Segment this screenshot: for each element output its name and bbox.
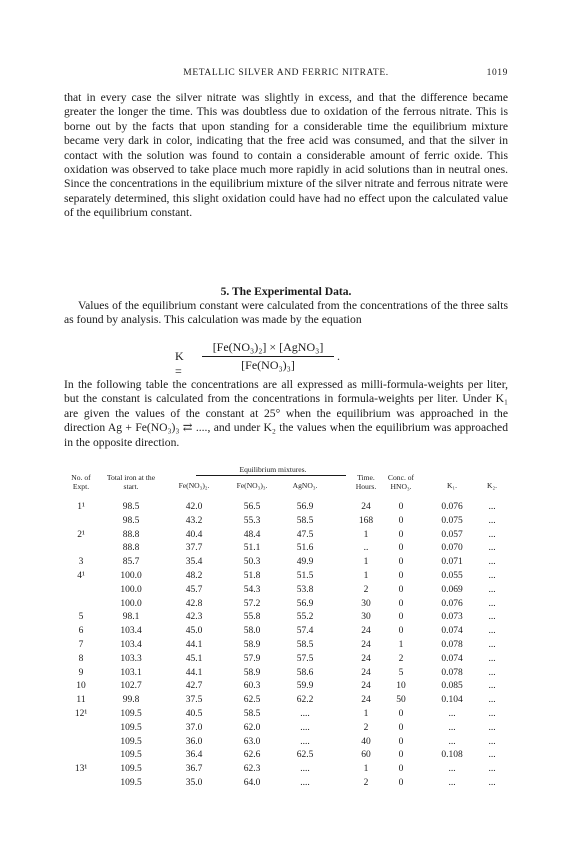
cell-time: 2 [363,778,369,788]
cell-k1: ... [448,722,456,733]
cell-iron: 109.5 [120,736,142,747]
cell-iron: 100.0 [120,584,142,595]
table-row [64,695,508,708]
cell-k2: ... [488,598,496,609]
cell-fe2: 42.7 [185,681,203,692]
cell-time: 2 [363,584,369,595]
cell-ag: 58.6 [296,667,314,678]
cell-fe3: 58.5 [243,709,261,719]
cell-time: 1 [363,709,369,719]
cell-iron: 98.1 [122,612,140,623]
cell-fe3: 58.0 [243,626,261,637]
cell-ag: .... [300,778,310,788]
cell-time: 40 [361,736,371,747]
table-row [64,778,508,791]
cell-time: 1 [363,529,369,540]
cell-fe3: 51.1 [243,543,261,554]
cell-k2: ... [488,722,496,733]
cell-iron: 109.5 [120,778,142,788]
cell-k1: 0.075 [441,515,463,526]
cell-hno3: 0 [398,612,404,623]
cell-iron: 102.7 [120,681,142,692]
cell-hno3: 0 [398,764,404,775]
table-row [64,681,508,694]
cell-ag: 53.8 [296,584,314,595]
cell-fe2: 36.4 [185,750,203,761]
cell-hno3: 0 [398,598,404,609]
paragraph-calculation: Values of the equilibrium constant were calculated from the concentrations of the three salts as found by analysis. This calculation was made by the equation [64,299,508,327]
cell-k1: 0.108 [441,750,463,761]
cell-fe3: 64.0 [243,778,261,788]
cell-k2: ... [488,695,496,706]
cell-fe3: 62.6 [243,750,261,761]
col-header-k2: K₂. [486,481,498,490]
cell-hno3: 0 [398,543,404,554]
cell-iron: 85.7 [122,557,140,568]
cell-fe3: 62.5 [243,695,261,706]
cell-fe3: 56.5 [243,502,261,512]
cell-iron: 100.0 [120,571,142,581]
cell-fe2: 45.7 [185,584,203,595]
cell-hno3: 0 [398,778,404,788]
cell-time: .. [363,543,369,554]
cell-fe2: 43.2 [185,515,203,526]
table-row [64,571,508,584]
cell-hno3: 10 [396,681,406,692]
cell-time: 24 [361,667,371,678]
col-header-hno3: Conc. of HNO₃. [387,473,415,491]
cell-fe3: 60.3 [243,681,261,692]
cell-time: 2 [363,722,369,733]
cell-fe2: 44.1 [185,640,203,650]
cell-no: 1¹ [77,502,85,512]
cell-hno3: 0 [398,584,404,595]
cell-fe2: 45.1 [185,653,203,664]
group-header: Equilibrium mixtures. [239,465,307,474]
cell-ag: 51.5 [296,571,314,581]
cell-k1: 0.057 [441,529,463,540]
table-row [64,640,508,653]
table-row [64,502,508,515]
col-header-total-iron: Total iron at the start. [106,473,156,491]
running-title: METALLIC SILVER AND FERRIC NITRATE. [183,68,389,78]
cell-fe2: 42.0 [185,502,203,512]
cell-k1: 0.070 [441,543,463,554]
table-row [64,585,508,598]
cell-k1: 0.073 [441,612,463,623]
paragraph-oxidation: that in every case the silver nitrate was slightly in excess, and that the difference became greater the longer the time. This was doubtless due to oxidation of the ferrous nitrate. This is borne out by the facts that upon standing for a considerable time the equilibrium mixture became very dark in color, indicating that the free acid was consumed, and that the silver in contact with the solution was found to contain a considerable amount of ferric oxide. This oxidation was observed to take place much more rapidly in acid solutions than in neutral ones. Since the concentrations in the equilibrium mixture of the silver nitrate and ferrous nitrate were separately determined, this slight oxidation could have had no effect upon the calculated value of the equilibrium constant. [64,91,508,220]
cell-k1: 0.055 [441,571,463,581]
cell-iron: 103.4 [120,640,142,650]
page-number: 1019 [486,68,508,78]
cell-no: 9 [78,667,84,678]
cell-no: 2¹ [77,529,85,540]
cell-fe3: 57.2 [243,598,261,609]
cell-k1: ... [448,778,456,788]
table-row [64,599,508,612]
cell-k2: ... [488,515,496,526]
table-row [64,668,508,681]
section-title: 5. The Experimental Data. [220,285,352,298]
cell-k1: ... [448,736,456,747]
cell-ag: 57.5 [296,653,314,664]
cell-ag: 51.6 [296,543,314,554]
cell-fe3: 63.0 [243,736,261,747]
cell-ag: 56.9 [296,502,314,512]
equation-end: . [337,349,340,363]
table-row [64,750,508,763]
cell-fe2: 37.5 [185,695,203,706]
cell-iron: 98.5 [122,502,140,512]
table-row [64,764,508,777]
cell-hno3: 0 [398,626,404,637]
cell-hno3: 1 [398,640,404,650]
cell-no: 4¹ [77,571,85,581]
cell-fe2: 42.8 [185,598,203,609]
col-header-time: Time. Hours. [355,473,377,491]
cell-ag: .... [300,736,310,747]
cell-k2: ... [488,640,496,650]
cell-time: 24 [361,681,371,692]
cell-ag: 62.5 [296,750,314,761]
cell-fe2: 36.7 [185,764,203,775]
cell-fe2: 35.4 [185,557,203,568]
cell-fe3: 48.4 [243,529,261,540]
cell-fe3: 58.9 [243,640,261,650]
cell-iron: 100.0 [120,598,142,609]
cell-hno3: 0 [398,709,404,719]
paragraph-table-intro: In the following table the concentrations are all expressed as milli-formula-weights per liter, but the constant is calculated from the concentrations in formula-weights per liter. Under K₁ are given the values of the constant at 25° when the equilibrium was approached in the direction Ag + Fe(NO₃)₃ ⇄ ...., and under K₂ the values when the equilibrium was approached in the opposite direction. [64,378,508,449]
cell-k1: 0.078 [441,640,463,650]
cell-k2: ... [488,681,496,692]
cell-no: 8 [78,653,84,664]
col-header-fe3: Fe(NO₃)₃. [236,481,268,490]
cell-no: 5 [78,612,84,623]
cell-k2: ... [488,626,496,637]
cell-no: 6 [78,626,84,637]
cell-ag: .... [300,764,310,775]
cell-hno3: 2 [398,653,404,664]
cell-k2: ... [488,557,496,568]
cell-fe2: 48.2 [185,571,203,581]
cell-time: 1 [363,764,369,775]
cell-ag: 58.5 [296,515,314,526]
cell-k2: ... [488,750,496,761]
cell-k1: 0.071 [441,557,463,568]
cell-time: 24 [361,653,371,664]
cell-time: 24 [361,640,371,650]
cell-fe3: 58.9 [243,667,261,678]
cell-fe3: 51.8 [243,571,261,581]
cell-fe2: 35.0 [185,778,203,788]
equation-denominator: [Fe(NO₃)₃] [241,358,295,372]
cell-iron: 109.5 [120,722,142,733]
cell-k1: 0.104 [441,695,463,706]
col-header-fe2: Fe(NO₃)₂. [178,481,210,490]
cell-time: 24 [361,626,371,637]
cell-time: 1 [363,571,369,581]
cell-no: 10 [76,681,86,692]
cell-fe3: 57.9 [243,653,261,664]
equation-fraction [202,340,334,373]
equation-numerator: [Fe(NO₃)₂] × [AgNO₃] [202,340,334,357]
cell-fe3: 54.3 [243,584,261,595]
table-row [64,626,508,639]
cell-hno3: 0 [398,722,404,733]
cell-k2: ... [488,543,496,554]
cell-fe2: 40.5 [185,709,203,719]
cell-ag: .... [300,709,310,719]
cell-k2: ... [488,529,496,540]
cell-k1: 0.069 [441,584,463,595]
cell-time: 30 [361,612,371,623]
cell-hno3: 0 [398,750,404,761]
cell-time: 168 [358,515,374,526]
running-header [64,68,508,82]
cell-time: 60 [361,750,371,761]
cell-no: 13¹ [74,764,88,775]
cell-fe2: 36.0 [185,736,203,747]
cell-fe2: 44.1 [185,667,203,678]
cell-k2: ... [488,778,496,788]
cell-iron: 98.5 [122,515,140,526]
cell-no: 12¹ [74,709,88,719]
cell-iron: 103.3 [120,653,142,664]
cell-fe2: 40.4 [185,529,203,540]
cell-hno3: 50 [396,695,406,706]
cell-k2: ... [488,736,496,747]
col-header-ag: AgNO₃. [292,481,318,490]
col-header-k1: K₁. [446,481,458,490]
cell-hno3: 0 [398,736,404,747]
cell-k2: ... [488,612,496,623]
cell-ag: 56.9 [296,598,314,609]
cell-fe3: 50.3 [243,557,261,568]
table-row [64,737,508,750]
table-row [64,557,508,570]
cell-k2: ... [488,653,496,664]
col-header-no: No. of Expt. [71,473,91,491]
cell-iron: 103.4 [120,626,142,637]
cell-k1: 0.076 [441,502,463,512]
cell-ag: 59.9 [296,681,314,692]
table-row [64,543,508,556]
cell-hno3: 0 [398,515,404,526]
cell-iron: 88.8 [122,543,140,554]
group-header-rule [196,475,346,476]
cell-k1: 0.078 [441,667,463,678]
cell-no: 7 [78,640,84,650]
cell-fe3: 62.0 [243,722,261,733]
cell-k2: ... [488,584,496,595]
cell-fe2: 37.7 [185,543,203,554]
cell-hno3: 0 [398,557,404,568]
cell-iron: 109.5 [120,750,142,761]
cell-ag: 55.2 [296,612,314,623]
cell-time: 30 [361,598,371,609]
cell-time: 24 [361,695,371,706]
cell-ag: 58.5 [296,640,314,650]
cell-no: 3 [78,557,84,568]
cell-k2: ... [488,764,496,775]
cell-k1: ... [448,709,456,719]
cell-k1: ... [448,764,456,775]
cell-ag: .... [300,722,310,733]
cell-ag: 57.4 [296,626,314,637]
cell-k1: 0.074 [441,626,463,637]
cell-iron: 109.5 [120,709,142,719]
cell-hno3: 0 [398,502,404,512]
table-row [64,709,508,722]
cell-k1: 0.074 [441,653,463,664]
equation-lhs: K = [175,349,184,378]
table-row [64,516,508,529]
cell-k2: ... [488,709,496,719]
cell-time: 24 [361,502,371,512]
cell-fe3: 62.3 [243,764,261,775]
cell-iron: 103.1 [120,667,142,678]
cell-no: 11 [76,695,86,706]
table-row [64,530,508,543]
cell-iron: 109.5 [120,764,142,775]
cell-fe3: 55.8 [243,612,261,623]
cell-fe2: 42.3 [185,612,203,623]
cell-k1: 0.085 [441,681,463,692]
cell-k2: ... [488,667,496,678]
cell-hno3: 5 [398,667,404,678]
cell-ag: 47.5 [296,529,314,540]
cell-ag: 62.2 [296,695,314,706]
cell-ag: 49.9 [296,557,314,568]
cell-fe2: 45.0 [185,626,203,637]
cell-hno3: 0 [398,571,404,581]
cell-fe2: 37.0 [185,722,203,733]
cell-k1: 0.076 [441,598,463,609]
table-row [64,612,508,625]
cell-iron: 88.8 [122,529,140,540]
table-row [64,654,508,667]
cell-iron: 99.8 [122,695,140,706]
cell-k2: ... [488,502,496,512]
table-row [64,723,508,736]
cell-fe3: 55.3 [243,515,261,526]
cell-hno3: 0 [398,529,404,540]
cell-k2: ... [488,571,496,581]
cell-time: 1 [363,557,369,568]
